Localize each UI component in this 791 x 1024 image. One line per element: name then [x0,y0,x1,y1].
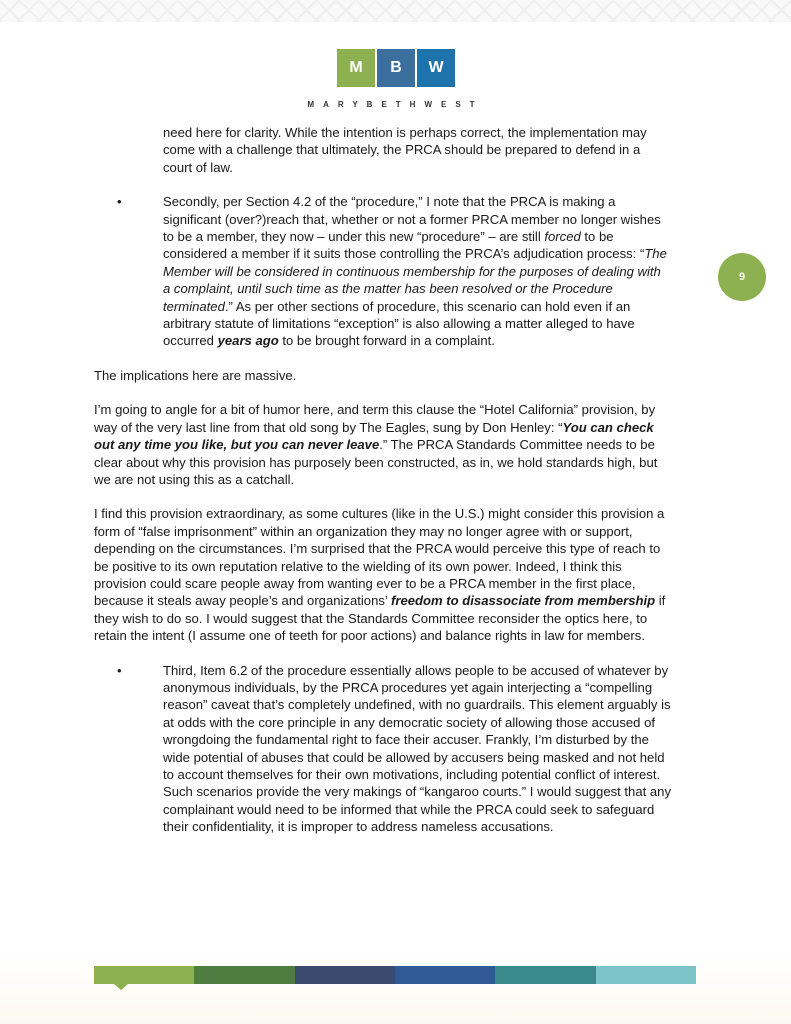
logo-tagline: MARYBETHWEST [307,100,484,109]
text-run: provision could scare people away from wanting ever to be a PRCA member in the first place, [94,575,636,591]
text-run: .” As per other sections of procedure, this scenario can hold even if an [224,298,631,314]
text-line [163,263,699,280]
text-run: clear about why this provision has purposely been constructed, as in, we hold standards high, but [94,454,658,470]
footer-bar-segment [194,966,294,984]
logo-letter-w: W [417,49,455,87]
text-run: at odds with the core principle in any democratic society of allowing those accused of [163,714,656,730]
text-line [163,315,699,332]
text-line [163,714,699,731]
bullet-item [94,193,699,350]
footer-pointer [114,984,128,990]
text-run: years ago [217,333,279,349]
text-run: their confidentiality, it is improper to address nameless accusations. [163,819,554,835]
text-run: come with a challenge that ultimately, the PRCA should be prepared to defend in a [163,142,641,158]
text-line [163,159,699,176]
text-run: to be [580,229,614,245]
footer-bar-segment [94,966,194,984]
footer-bar-segment [596,966,696,984]
text-line [94,592,699,609]
text-run: Such scenarios provide the very makings of “kangaroo courts.” I would suggest that any [163,784,672,800]
text-run: freedom to disassociate from membership [390,593,656,609]
text-run: The [644,246,667,262]
text-line [163,749,699,766]
paragraph [94,505,699,644]
text-run: considered a member if it suits those controlling the PRCA’s adjudication process: “ [163,246,645,262]
text-run: out any time you like, but you can never leave [94,437,380,453]
paragraph-gap [94,350,699,367]
text-run: terminated [163,298,225,314]
text-run: court of law. [163,159,233,175]
mbw-logo [337,49,455,87]
text-run: wrongdoing the fundamental right to face their accuser. Frankly, I’m disturbed by the [163,732,649,748]
document-body [94,124,699,836]
text-run: You can check [562,419,654,435]
text-line [94,627,699,644]
text-line [163,298,699,315]
text-line [163,193,699,210]
footer-color-bar [94,966,696,984]
text-line [163,280,699,297]
bullet-marker: • [117,662,122,678]
text-run: I find this provision extraordinary, as some cultures (like in the U.S.) might consider this provision a [94,506,665,522]
text-line [94,505,699,522]
text-run: if [655,593,666,609]
text-run: complainant would need to be informed that while the PRCA could seek to safeguard [163,801,655,817]
text-run: depending on the circumstances. I’m surprised that the PRCA would perceive this type of reach to [94,541,661,557]
text-line [94,471,699,488]
footer-bar-segment [395,966,495,984]
text-run: I’m going to angle for a bit of humor here, and term this clause the “Hotel California” provision, by [94,402,656,418]
continued-bullet-text [94,124,699,176]
text-line [163,766,699,783]
text-line [163,783,699,800]
text-run: a complaint, until such time as the matter has been resolved or the Procedure [163,281,613,297]
text-line [163,731,699,748]
text-run: The implications here are massive. [94,367,297,383]
text-run: .” The PRCA Standards Committee needs to be [379,437,655,453]
text-line [163,818,699,835]
text-run: way of the very last line from that old song by The Eagles, sung by Don Henley: “ [94,419,563,435]
paragraph-gap [94,176,699,193]
paragraph-gap [94,645,699,662]
text-line [163,801,699,818]
logo-letter-b: B [377,49,415,87]
text-run: significant (over?)reach that, whether or not a former PRCA member no longer wishes [163,211,661,227]
paragraph [94,367,699,384]
text-run: Secondly, per Section 4.2 of the “procedure,” I note that the PRCA is making a [163,194,616,210]
text-line [163,245,699,262]
text-run: to be brought forward in a complaint. [278,333,495,349]
footer-bar-segment [495,966,595,984]
text-line [94,436,699,453]
text-run: to account themselves for their own motivations, including potential conflict of interest. [163,767,661,782]
text-line [94,367,699,384]
text-run: form of “false imprisonment” within an organization they may no longer agree with or support, [94,523,633,539]
text-run: wide potential of abuses that could be allowed by accusers being masked and not held [163,749,665,765]
text-run: to be a member, they now – under this new “procedure” – are still [163,229,545,245]
text-run: retain the intent (I assume one of teeth for poor actions) and balance rights in law for members. [94,628,645,644]
text-line [94,558,699,575]
text-line [163,332,699,349]
text-line [94,610,699,627]
text-line [94,401,699,418]
text-run: anonymous individuals, by the PRCA procedures yet again interjecting a “compelling [163,679,653,695]
text-run: occurred [163,333,218,349]
text-run: they wish to do so. I would suggest that the Standards Committee reconsider the optics here, to [94,610,648,626]
text-run: we are not using this as a catchall. [94,471,295,487]
footer-bar-segment [295,966,395,984]
text-run: forced [544,229,581,245]
text-run: need here for clarity. While the intention is perhaps correct, the implementation may [163,125,647,140]
text-line [94,575,699,592]
text-line [163,679,699,696]
text-line [163,211,699,228]
text-line [163,228,699,245]
bullet-item [94,662,699,836]
paragraph-gap [94,384,699,401]
text-line [94,419,699,436]
text-run: because it steals away people’s and organizations’ [94,593,391,609]
header-pattern [0,0,791,22]
text-line [94,523,699,540]
text-line [163,662,699,679]
text-line [163,696,699,713]
text-line [94,540,699,557]
text-run: arbitrary statute of limitations “exception” is also allowing a matter alleged to have [163,316,635,332]
text-run: be positive to its own reputation relative to the wielding of its own power. Indeed, I think this [94,558,622,574]
text-run: reason” caveat that’s completely undefined, with no guardrails. This element arguably is [163,697,671,713]
paragraph [94,401,699,488]
paragraph-gap [94,488,699,505]
text-run: Third, Item 6.2 of the procedure essentially allows people to be accused of whatever by [163,662,669,678]
text-line [163,124,699,141]
text-line [94,454,699,471]
page-number-badge: 9 [718,253,766,301]
text-run: Member will be considered in continuous membership for the purposes of dealing with [163,263,661,279]
logo-letter-m: M [337,49,375,87]
bullet-marker: • [117,194,122,210]
text-line [163,141,699,158]
